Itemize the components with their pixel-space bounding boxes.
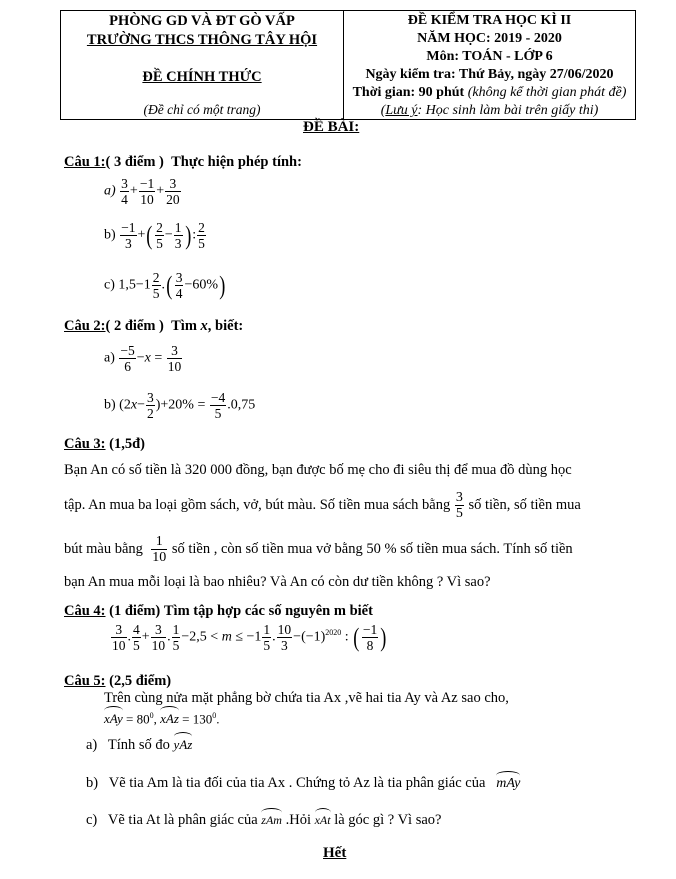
q1b-expression: b) $\frac{-1}{3}$ +( $\frac{2}{5}$ − $\frac{1}{3}$ ): $\frac{2}{5}$ [104, 220, 205, 251]
exam-note: (Lưu ý: Học sinh làm bài trên giấy thi) [380, 103, 599, 118]
exam-name: ĐỀ KIỂM TRA HỌC KÌ II [407, 13, 572, 28]
q1-heading: Câu 1:( 3 điểm ) Thực hiện phép tính: [64, 154, 302, 170]
q3-heading: Câu 3: (1,5đ) [64, 436, 145, 452]
exam-title: ĐỀ BÀI: [303, 119, 360, 135]
q1c-expression: c) 1,5−1 $\frac{2}{5}$ .( $\frac{3}{4}$ −60%) [104, 270, 226, 301]
exam-header [60, 10, 636, 120]
q3-line2: tập. An mua ba loại gồm sách, vở, bút màu. Số tiền mua sách bằng $\frac{3}{5}$ số tiền, số tiền mua [64, 490, 581, 522]
department-name: PHÒNG GD VÀ ĐT GÒ VẤP [109, 13, 295, 29]
q2b-expression: b) (2x− $\frac{3}{2}$ )+20% = $\frac{-4}{5}$ .0,75 [104, 390, 256, 421]
q2-heading: Câu 2:( 2 điểm ) Tìm x, biết: [64, 318, 244, 334]
q5c: c) Vẽ tia At là phân giác của zAm .Hỏi xAt là góc gì ? Vì sao? [86, 812, 442, 828]
school-name: TRƯỜNG THCS THÔNG TÂY HỘI [86, 32, 318, 48]
subject: Môn: TOÁN - LỚP 6 [426, 49, 553, 64]
q3-line3: bút màu bằng $\frac{1}{10}$ số tiền , còn số tiền mua vở bằng 50 % số tiền mua sách. Tính số tiền [64, 534, 573, 566]
end-mark: Hết [323, 845, 347, 861]
q5b: b) Vẽ tia Am là tia đối của tia Ax . Chứng tỏ Az là tia phân giác của mAy [86, 775, 521, 791]
page-note: (Đề chỉ có một trang) [143, 102, 261, 117]
official-label: ĐỀ CHÍNH THỨC [142, 69, 262, 85]
q3-line4: bạn An mua mỗi loại là bao nhiêu? Và An có còn dư tiền không ? Vì sao? [64, 574, 491, 590]
q4-inequality: $\frac{3}{10}$ . $\frac{4}{5}$ + $\frac{3}{10}$ . $\frac{1}{5}$ −2,5 < m ≤ −1 $\frac{1}{5}$ . $\frac{10}{3}$ $-(-1)^{2020}$ : ( $\frac{-1}{8}$ ) [112, 622, 387, 653]
q5-heading: Câu 5: (2,5 điểm) [64, 673, 172, 689]
q5-intro: Trên cùng nửa mặt phẳng bờ chứa tia Ax ,vẽ hai tia Ay và Az sao cho, [104, 690, 509, 706]
q5-given-angles: xAy = $80^0$, xAz = $130^0$. [104, 711, 220, 727]
q3-line1: Bạn An có số tiền là 320 000 đồng, bạn được bố mẹ cho đi siêu thị để mua đồ dùng học [64, 462, 572, 478]
q1a-expression: a) $\frac{3}{4}$ + $\frac{-1}{10}$ + $\frac{3}{20}$ [104, 176, 180, 207]
exam-time: Thời gian: 90 phút (không kể thời gian phát đề) [352, 85, 627, 100]
q4-heading: Câu 4: (1 điểm) Tìm tập hợp các số nguyên m biết [64, 603, 373, 619]
q5a: a) Tính số đo yAz [86, 737, 193, 753]
exam-date: Ngày kiểm tra: Thứ Bảy, ngày 27/06/2020 [365, 67, 614, 82]
q2a-expression: a) $\frac{-5}{6}$ −x = $\frac{3}{10}$ [104, 343, 182, 374]
school-year: NĂM HỌC: 2019 - 2020 [417, 31, 562, 46]
